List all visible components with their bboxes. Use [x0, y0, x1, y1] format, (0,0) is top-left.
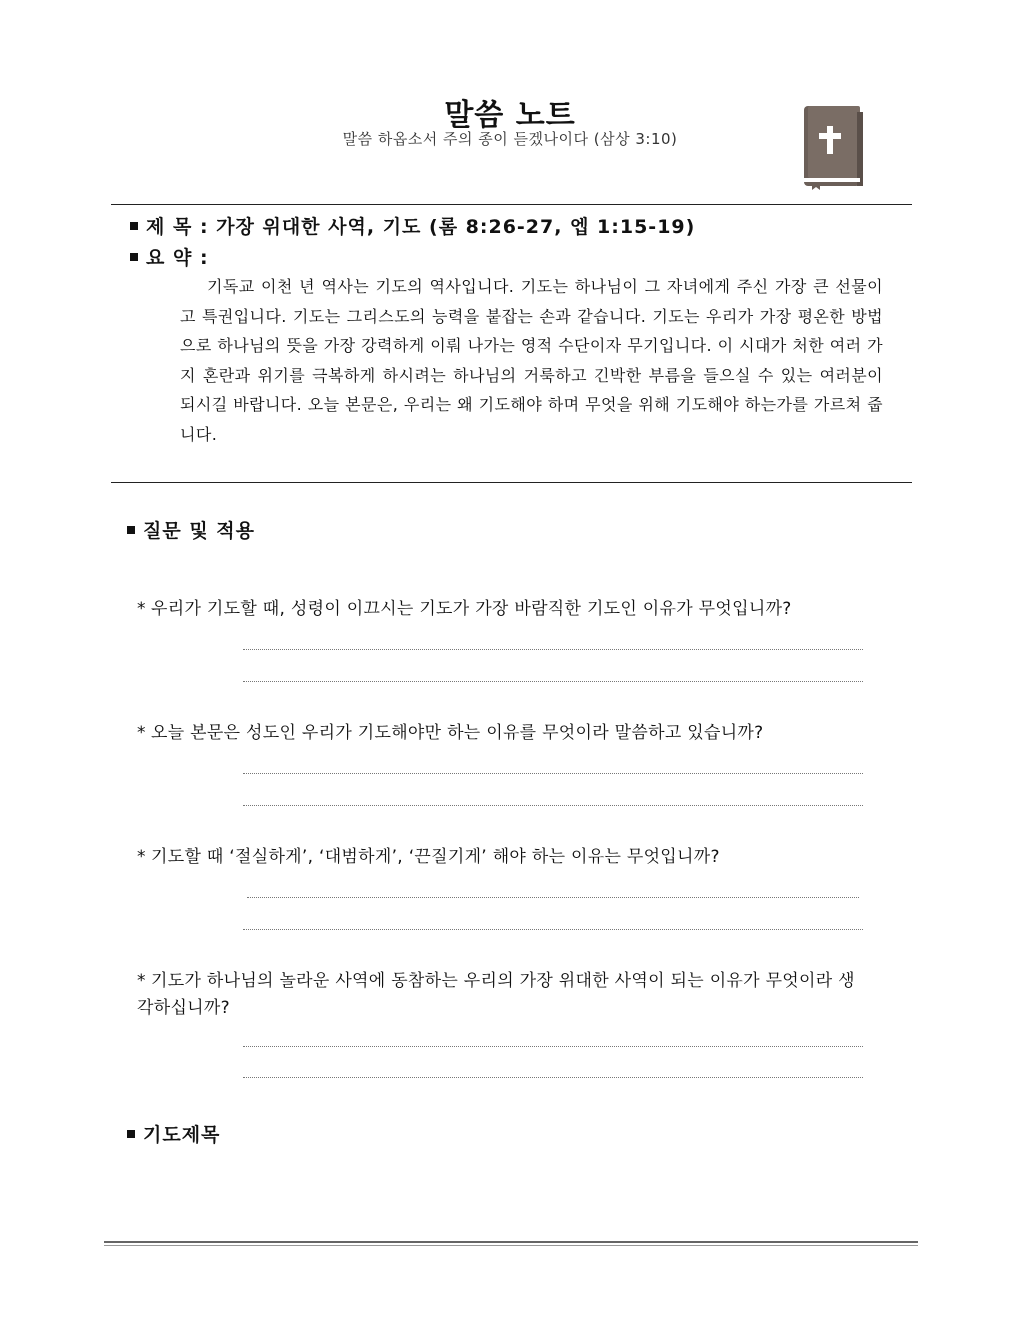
square-bullet-icon [127, 526, 135, 534]
header-divider [111, 204, 912, 205]
prayer-heading: 기도제목 [143, 1124, 221, 1146]
sermon-title-row [130, 212, 695, 239]
star-bullet: * [137, 971, 146, 991]
answer-line[interactable] [243, 681, 863, 682]
question-text: 우리가 기도할 때, 성령이 이끄시는 기도가 가장 바람직한 기도인 이유가 무엇입니까? [151, 599, 792, 619]
answer-line[interactable] [243, 649, 863, 650]
answer-line[interactable] [247, 897, 859, 898]
star-bullet: * [137, 723, 146, 743]
answer-line[interactable] [243, 773, 863, 774]
page-subtitle: 말씀 하옵소서 주의 종이 듣겠나이다 (삼상 3:10) [342, 130, 678, 148]
footer-divider [104, 1241, 918, 1243]
summary-divider [111, 482, 912, 483]
question-item [137, 968, 857, 1022]
question-item [137, 720, 897, 747]
question-item [137, 596, 897, 623]
square-bullet-icon [130, 253, 138, 261]
prayer-heading-row [127, 1120, 220, 1147]
star-bullet: * [137, 599, 146, 619]
questions-heading: 질문 및 적용 [143, 520, 255, 542]
answer-line[interactable] [243, 1077, 863, 1078]
answer-line[interactable] [243, 1046, 863, 1047]
sermon-title: 제 목 : 가장 위대한 사역, 기도 (롬 8:26-27, 엡 1:15-19) [146, 216, 696, 238]
questions-heading-row [127, 516, 255, 543]
answer-line[interactable] [243, 929, 863, 930]
question-text: 오늘 본문은 성도인 우리가 기도해야만 하는 이유를 무엇이라 말씀하고 있습니까? [151, 723, 764, 743]
question-text: 기도할 때 ‘절실하게’, ‘대범하게’, ‘끈질기게’ 해야 하는 이유는 무엇입니까? [151, 847, 720, 867]
page-title: 말씀 노트 [444, 98, 576, 133]
square-bullet-icon [130, 222, 138, 230]
footer-divider-thin [104, 1245, 918, 1246]
question-text: 기도가 하나님의 놀라운 사역에 동참하는 우리의 가장 위대한 사역이 되는 이유가 무엇이라 생각하십니까? [137, 971, 855, 1018]
square-bullet-icon [127, 1130, 135, 1138]
bible-icon [800, 104, 866, 190]
summary-label-row [130, 243, 209, 270]
question-item [137, 844, 897, 871]
summary-text: 기독교 이천 년 역사는 기도의 역사입니다. 기도는 하나님이 그 자녀에게 주신 가장 큰 선물이고 특권입니다. 기도는 그리스도의 능력을 붙잡는 손과 같습니다. 기도는 우리가 가장 평온한 방법으로 하나님의 뜻을 가장 강력하게 이뤄 나가는 영적 수단이자 무기입니다. 이 시대가 처한 여러 가지 혼란과 위기를 극복하게 하시려는 하나님의 거룩하고 긴박한 부름을 들으실 수 있는 여러분이 되시길 바랍니다. 오늘 본문은, 우리는 왜 기도해야 하며 무엇을 위해 기도해야 하는가를 가르쳐 줍니다. [180, 277, 883, 444]
star-bullet: * [137, 847, 146, 867]
summary-label: 요 약 : [146, 247, 209, 269]
answer-line[interactable] [243, 805, 863, 806]
